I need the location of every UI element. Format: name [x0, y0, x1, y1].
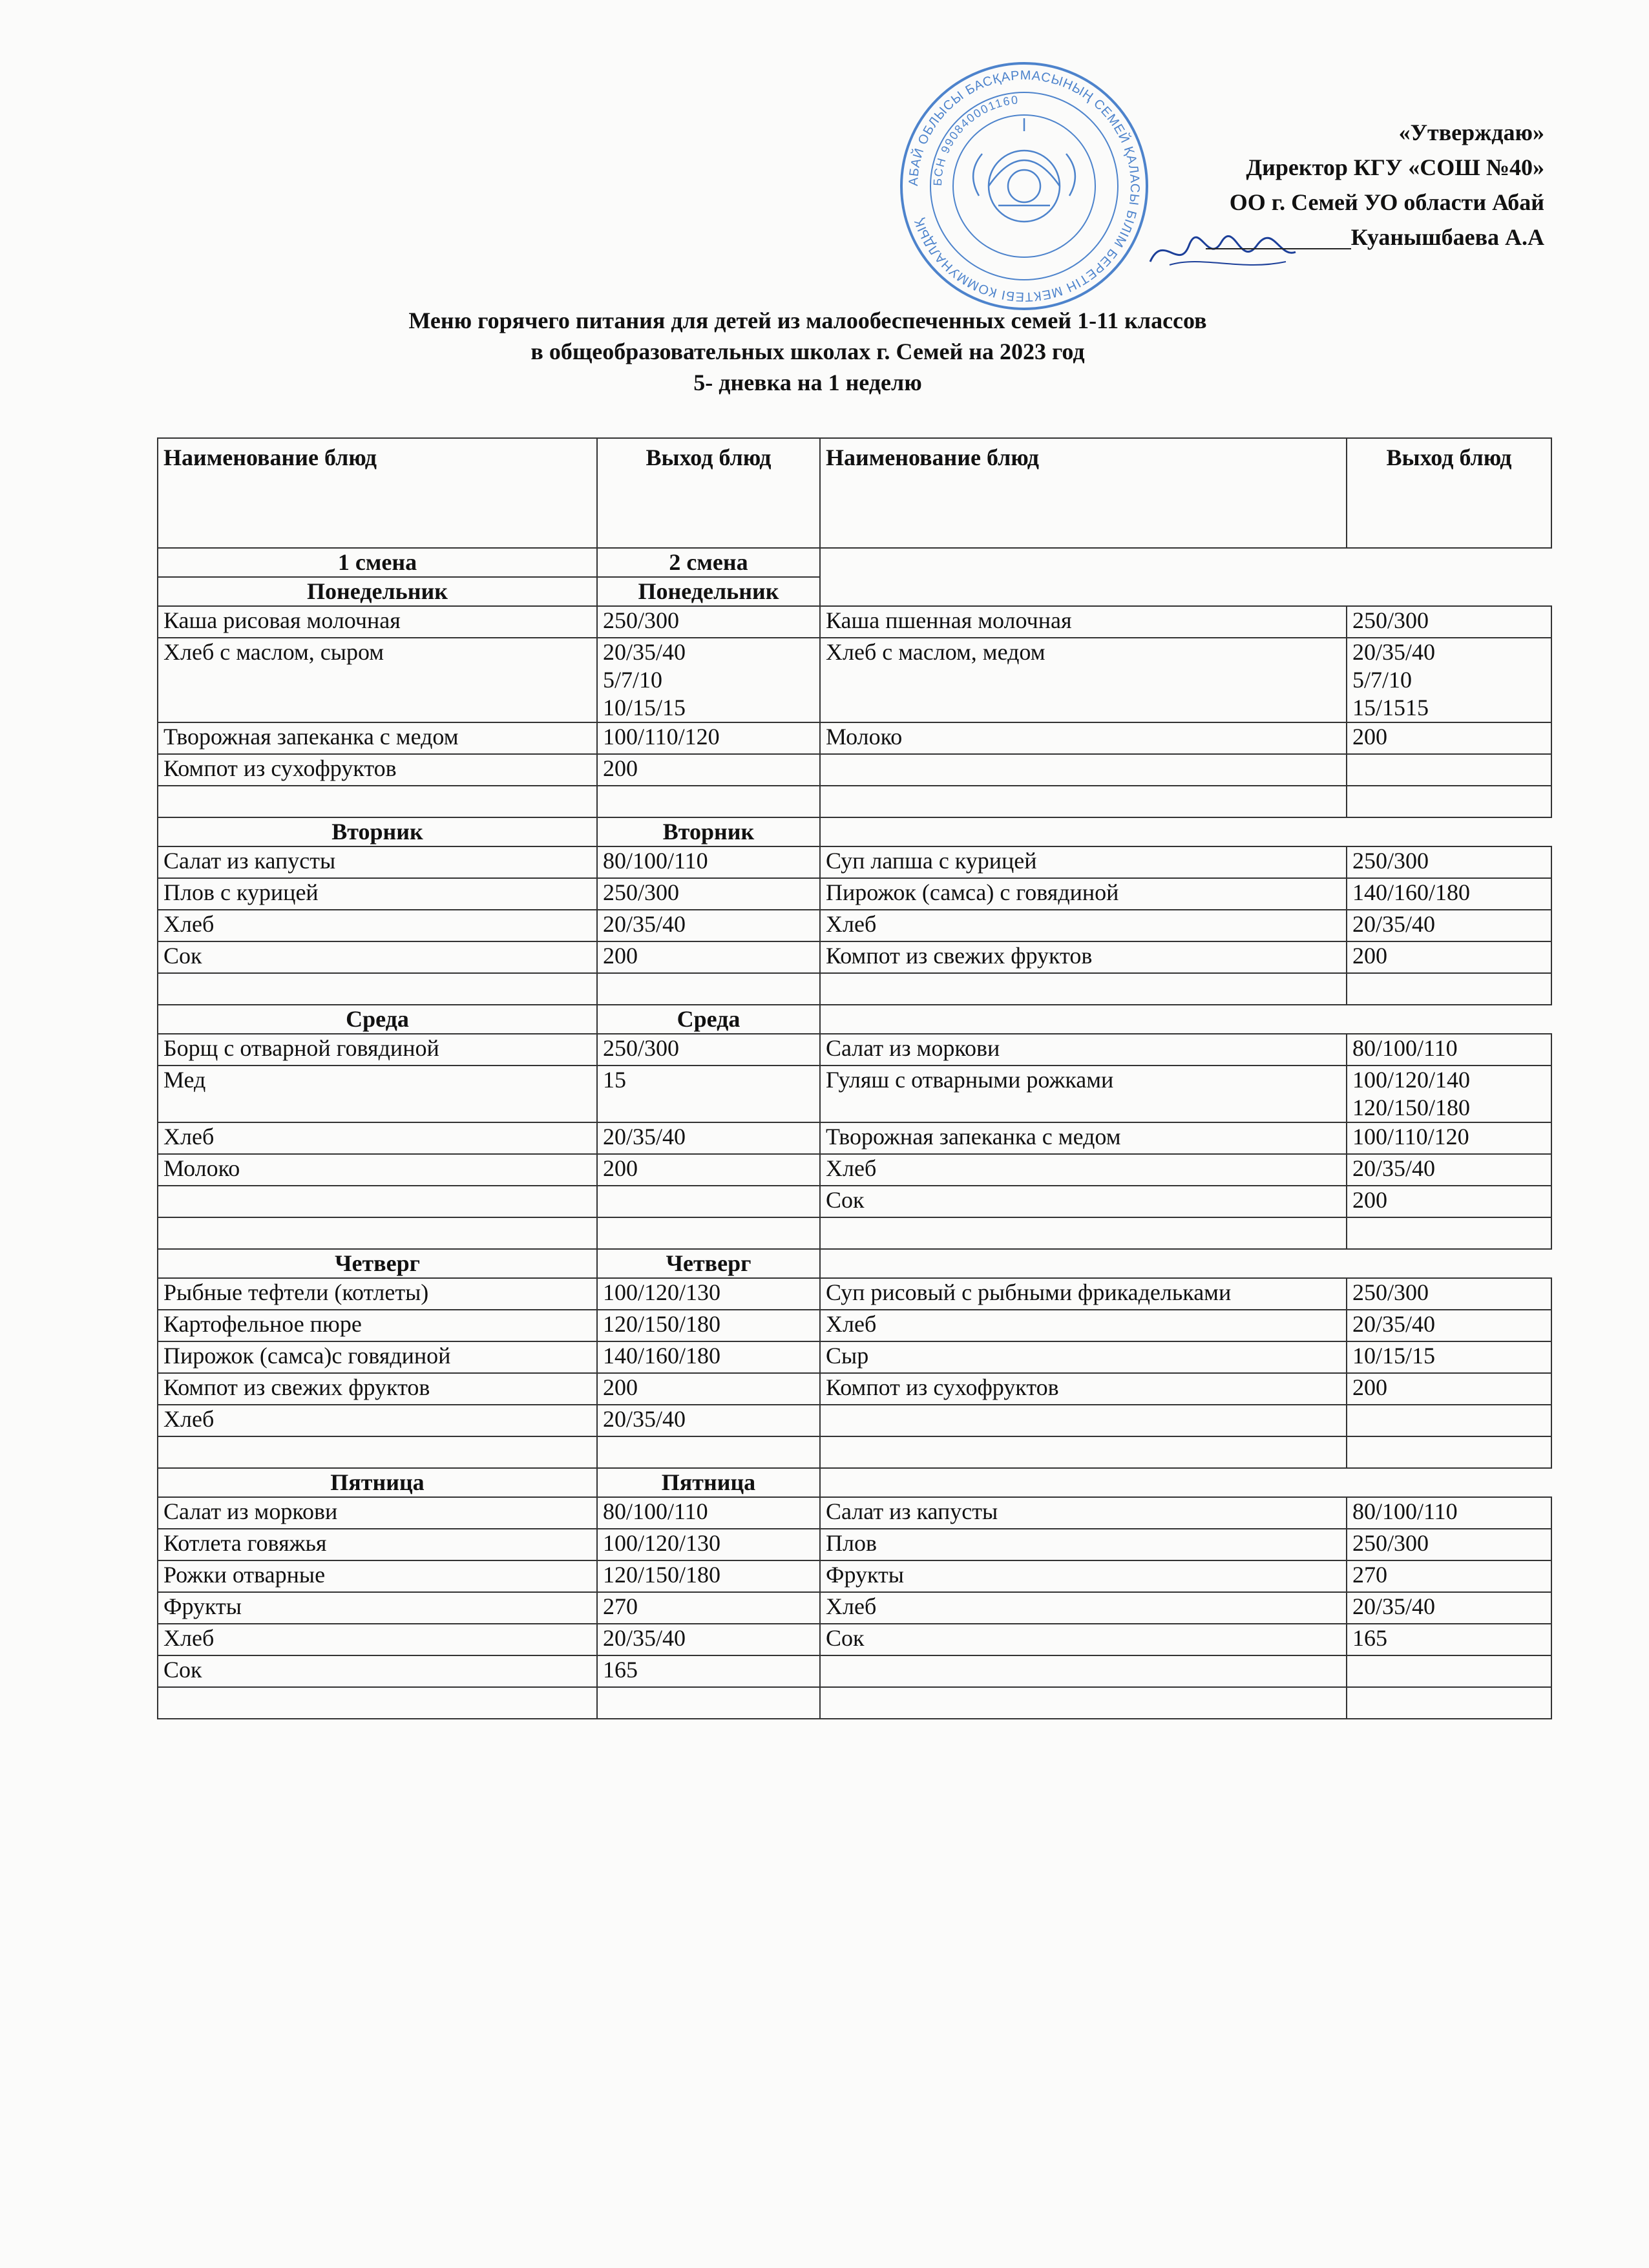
day-name-shift-2: Четверг [597, 1249, 820, 1278]
portion-shift-2 [1347, 1217, 1551, 1249]
table-row [158, 846, 1551, 878]
portion-shift-1: 250/300 [597, 1034, 820, 1066]
table-row [158, 1034, 1551, 1066]
portion-shift-1: 15 [597, 1066, 820, 1122]
table-row [158, 606, 1551, 638]
approval-block [1098, 115, 1544, 255]
dish-shift-1 [158, 1186, 597, 1217]
table-row [158, 1624, 1551, 1655]
portion-shift-1 [597, 973, 820, 1005]
table-row [158, 638, 1551, 722]
table-row [158, 1341, 1551, 1373]
table-row [158, 1497, 1551, 1529]
day-header-row [158, 1249, 1551, 1278]
dish-shift-1: Борщ с отварной говядиной [158, 1034, 597, 1066]
portion-shift-2: 250/300 [1347, 1278, 1551, 1310]
shift-row [158, 548, 1551, 577]
approval-position: Директор КГУ «СОШ №40» [1246, 154, 1544, 180]
portion-shift-2: 200 [1347, 722, 1551, 754]
dish-shift-1: Котлета говяжья [158, 1529, 597, 1560]
portion-shift-1: 20/35/40 [597, 1405, 820, 1436]
dish-shift-1: Компот из свежих фруктов [158, 1373, 597, 1405]
table-row [158, 1373, 1551, 1405]
approval-organization: ОО г. Семей УО области Абай [1229, 189, 1544, 215]
dish-shift-2 [820, 1436, 1347, 1468]
table-header-row [158, 438, 1551, 548]
dish-shift-2: Сыр [820, 1341, 1347, 1373]
empty-row [158, 786, 1551, 817]
dish-shift-1: Рожки отварные [158, 1560, 597, 1592]
title-line-1: Меню горячего питания для детей из малообеспеченных семей 1-11 классов [408, 308, 1207, 333]
portion-shift-1: 200 [597, 941, 820, 973]
portion-shift-2: 80/100/110 [1347, 1034, 1551, 1066]
table-row [158, 1310, 1551, 1341]
empty-row [158, 1436, 1551, 1468]
portion-shift-2: 20/35/40 [1347, 1154, 1551, 1186]
dish-shift-1: Хлеб [158, 1405, 597, 1436]
day-header-row [158, 1468, 1551, 1497]
portion-shift-1: 120/150/180 [597, 1560, 820, 1592]
dish-shift-1: Плов с курицей [158, 878, 597, 910]
header-dish-name-1: Наименование блюд [158, 438, 597, 548]
dish-shift-1 [158, 786, 597, 817]
portion-shift-2 [1347, 1687, 1551, 1719]
dish-shift-2: Фрукты [820, 1560, 1347, 1592]
dish-shift-1: Сок [158, 941, 597, 973]
day-header-row [158, 577, 1551, 606]
day-name-shift-1: Вторник [158, 817, 597, 846]
dish-shift-2 [820, 1217, 1347, 1249]
portion-shift-2: 20/35/40 [1347, 910, 1551, 941]
portion-shift-2 [1347, 786, 1551, 817]
day-name-shift-2: Вторник [597, 817, 820, 846]
dish-shift-1: Пирожок (самса)с говядиной [158, 1341, 597, 1373]
portion-shift-2: 200 [1347, 941, 1551, 973]
shift-1-label: 1 смена [158, 548, 597, 577]
portion-shift-1: 250/300 [597, 606, 820, 638]
dish-shift-2: Молоко [820, 722, 1347, 754]
dish-shift-1 [158, 1687, 597, 1719]
day-header-row [158, 817, 1551, 846]
empty-row [158, 1217, 1551, 1249]
portion-shift-2: 20/35/40 [1347, 1592, 1551, 1624]
portion-shift-1 [597, 1186, 820, 1217]
dish-shift-2: Хлеб [820, 1154, 1347, 1186]
dish-shift-1: Хлеб [158, 1122, 597, 1154]
day-name-shift-2: Пятница [597, 1468, 820, 1497]
menu-table [157, 437, 1552, 1719]
portion-shift-1 [597, 1687, 820, 1719]
portion-shift-2: 200 [1347, 1186, 1551, 1217]
portion-shift-1: 100/120/130 [597, 1529, 820, 1560]
dish-shift-1: Молоко [158, 1154, 597, 1186]
portion-shift-2: 165 [1347, 1624, 1551, 1655]
dish-shift-2: Плов [820, 1529, 1347, 1560]
dish-shift-2 [820, 1687, 1347, 1719]
portion-shift-1: 120/150/180 [597, 1310, 820, 1341]
dish-shift-2 [820, 1655, 1347, 1687]
portion-shift-1: 200 [597, 1154, 820, 1186]
dish-shift-2 [820, 786, 1347, 817]
portion-shift-2 [1347, 1436, 1551, 1468]
table-row [158, 1186, 1551, 1217]
dish-shift-1: Мед [158, 1066, 597, 1122]
dish-shift-2 [820, 973, 1347, 1005]
portion-shift-1: 20/35/40 [597, 910, 820, 941]
dish-shift-2: Хлеб [820, 1592, 1347, 1624]
dish-shift-1: Творожная запеканка с медом [158, 722, 597, 754]
portion-shift-1: 140/160/180 [597, 1341, 820, 1373]
dish-shift-1: Каша рисовая молочная [158, 606, 597, 638]
dish-shift-1: Рыбные тефтели (котлеты) [158, 1278, 597, 1310]
table-row [158, 878, 1551, 910]
portion-shift-1 [597, 786, 820, 817]
dish-shift-2 [820, 754, 1347, 786]
table-row [158, 754, 1551, 786]
portion-shift-2: 20/35/40 [1347, 1310, 1551, 1341]
table-row [158, 1154, 1551, 1186]
dish-shift-2: Суп лапша с курицей [820, 846, 1347, 878]
dish-shift-1 [158, 1436, 597, 1468]
portion-shift-1: 80/100/110 [597, 846, 820, 878]
dish-shift-1 [158, 1217, 597, 1249]
table-row [158, 722, 1551, 754]
dish-shift-2: Гуляш с отварными рожками [820, 1066, 1347, 1122]
dish-shift-2: Пирожок (самса) с говядиной [820, 878, 1347, 910]
empty-row [158, 1687, 1551, 1719]
day-name-shift-1: Пятница [158, 1468, 597, 1497]
day-name-shift-1: Понедельник [158, 577, 597, 606]
header-dish-name-2: Наименование блюд [820, 438, 1347, 548]
portion-shift-1: 20/35/40 [597, 1122, 820, 1154]
day-name-shift-2: Среда [597, 1005, 820, 1034]
portion-shift-2 [1347, 1405, 1551, 1436]
title-line-3: 5- дневка на 1 неделю [693, 370, 922, 395]
portion-shift-2: 80/100/110 [1347, 1497, 1551, 1529]
table-row [158, 910, 1551, 941]
dish-shift-2: Хлеб [820, 910, 1347, 941]
day-name-shift-1: Среда [158, 1005, 597, 1034]
portion-shift-1: 20/35/40 5/7/10 10/15/15 [597, 638, 820, 722]
dish-shift-2: Сок [820, 1186, 1347, 1217]
portion-shift-1: 20/35/40 [597, 1624, 820, 1655]
dish-shift-2: Сок [820, 1624, 1347, 1655]
title-line-2: в общеобразовательных школах г. Семей на 2023 год [530, 339, 1085, 364]
dish-shift-1: Хлеб [158, 1624, 597, 1655]
dish-shift-1 [158, 973, 597, 1005]
portion-shift-2: 140/160/180 [1347, 878, 1551, 910]
dish-shift-1: Салат из моркови [158, 1497, 597, 1529]
table-row [158, 1066, 1551, 1122]
dish-shift-1: Картофельное пюре [158, 1310, 597, 1341]
header-portion-2: Выход блюд [1347, 438, 1551, 548]
portion-shift-2: 250/300 [1347, 1529, 1551, 1560]
dish-shift-1: Сок [158, 1655, 597, 1687]
shift-2-label: 2 смена [597, 548, 820, 577]
dish-shift-2 [820, 1405, 1347, 1436]
menu-table-body [158, 438, 1551, 1719]
stamp-bin: БСН 990840001160 [930, 93, 1020, 187]
portion-shift-2: 20/35/40 5/7/10 15/1515 [1347, 638, 1551, 722]
dish-shift-2: Суп рисовый с рыбными фрикадельками [820, 1278, 1347, 1310]
dish-shift-1: Фрукты [158, 1592, 597, 1624]
portion-shift-1: 250/300 [597, 878, 820, 910]
portion-shift-2 [1347, 973, 1551, 1005]
table-row [158, 1560, 1551, 1592]
dish-shift-2: Творожная запеканка с медом [820, 1122, 1347, 1154]
dish-shift-2: Хлеб [820, 1310, 1347, 1341]
stamp-text: АБАЙ ОБЛЫСЫ БАСҚАРМАСЫНЫҢ СЕМЕЙ ҚАЛАСЫ БІЛІМ БЕРЕТІН МЕКТЕБІ КОММУНАЛДЫҚ [906, 68, 1142, 304]
portion-shift-1: 100/120/130 [597, 1278, 820, 1310]
portion-shift-1: 165 [597, 1655, 820, 1687]
table-row [158, 1655, 1551, 1687]
table-row [158, 1405, 1551, 1436]
dish-shift-2: Каша пшенная молочная [820, 606, 1347, 638]
portion-shift-1 [597, 1436, 820, 1468]
dish-shift-2: Салат из моркови [820, 1034, 1347, 1066]
portion-shift-1 [597, 1217, 820, 1249]
table-row [158, 941, 1551, 973]
portion-shift-2: 270 [1347, 1560, 1551, 1592]
header-portion-1: Выход блюд [597, 438, 820, 548]
portion-shift-2: 200 [1347, 1373, 1551, 1405]
approval-heading: «Утверждаю» [1398, 120, 1544, 145]
portion-shift-1: 270 [597, 1592, 820, 1624]
dish-shift-2: Компот из свежих фруктов [820, 941, 1347, 973]
table-row [158, 1122, 1551, 1154]
day-name-shift-1: Четверг [158, 1249, 597, 1278]
portion-shift-2: 100/110/120 [1347, 1122, 1551, 1154]
portion-shift-2 [1347, 1655, 1551, 1687]
approval-signer: Куанышбаева А.А [1351, 220, 1544, 255]
dish-shift-1: Хлеб [158, 910, 597, 941]
dish-shift-1: Салат из капусты [158, 846, 597, 878]
portion-shift-1: 200 [597, 754, 820, 786]
portion-shift-1: 100/110/120 [597, 722, 820, 754]
portion-shift-1: 80/100/110 [597, 1497, 820, 1529]
portion-shift-2: 250/300 [1347, 606, 1551, 638]
dish-shift-2: Хлеб с маслом, медом [820, 638, 1347, 722]
dish-shift-2: Компот из сухофруктов [820, 1373, 1347, 1405]
day-name-shift-2: Понедельник [597, 577, 820, 606]
portion-shift-2: 250/300 [1347, 846, 1551, 878]
portion-shift-2: 100/120/140 120/150/180 [1347, 1066, 1551, 1122]
empty-row [158, 973, 1551, 1005]
portion-shift-2: 10/15/15 [1347, 1341, 1551, 1373]
dish-shift-1: Хлеб с маслом, сыром [158, 638, 597, 722]
table-row [158, 1592, 1551, 1624]
day-header-row [158, 1005, 1551, 1034]
dish-shift-1: Компот из сухофруктов [158, 754, 597, 786]
table-row [158, 1529, 1551, 1560]
dish-shift-2: Салат из капусты [820, 1497, 1347, 1529]
portion-shift-2 [1347, 754, 1551, 786]
table-row [158, 1278, 1551, 1310]
portion-shift-1: 200 [597, 1373, 820, 1405]
document-title [194, 305, 1422, 398]
